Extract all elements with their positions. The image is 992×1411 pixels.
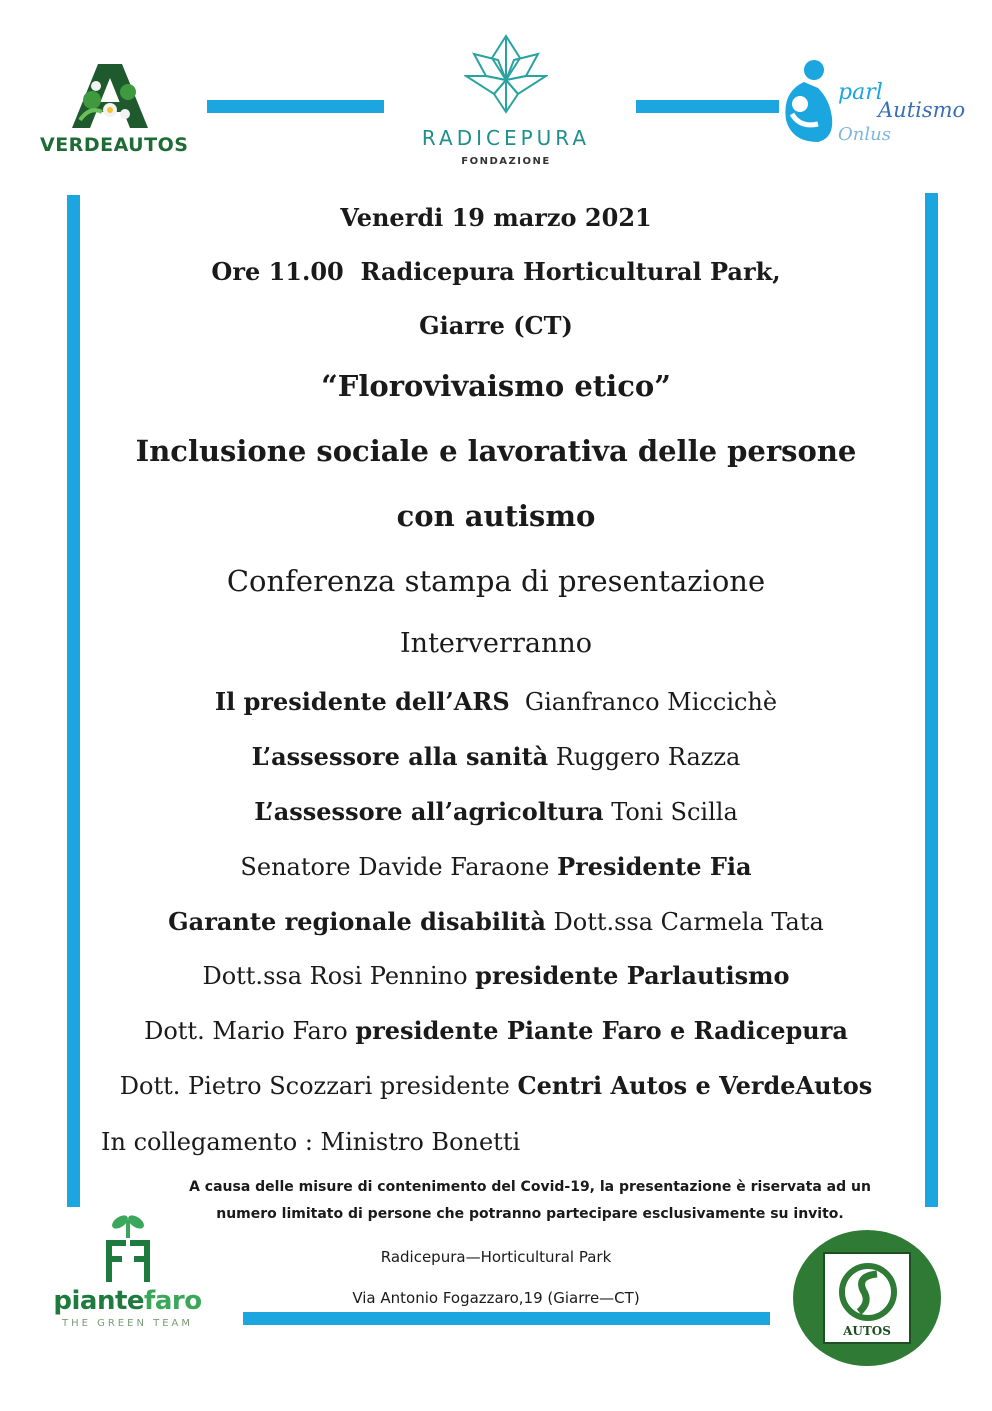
venue-name: Radicepura—Horticultural Park (380, 1248, 612, 1266)
speaker-line: Garante regionale disabilità Dott.ssa Carmela Tata (168, 907, 824, 936)
covid-notice-line-1: A causa delle misure di contenimento del Covid-19, la presentazione è riservata ad un (189, 1179, 871, 1195)
top-left-bar (207, 100, 384, 113)
event-time-place: Ore 11.00 Radicepura Horticultural Park, (211, 257, 781, 286)
autos-label: AUTOS (843, 1324, 891, 1338)
speakers-heading: Interverranno (400, 628, 592, 659)
ff-sprout-icon (98, 1212, 158, 1284)
piantefaro-logo (40, 1212, 215, 1347)
piantefaro-label: piantefaro (53, 1286, 202, 1316)
speaker-line: L’assessore alla sanità Ruggero Razza (251, 742, 741, 771)
autos-logo (793, 1230, 941, 1366)
top-right-bar (636, 100, 779, 113)
leafy-letter-a-icon (70, 62, 150, 130)
verdeautos-logo (40, 62, 189, 172)
bottom-bar (243, 1312, 770, 1325)
speaker-line: Dott. Mario Faro presidente Piante Faro e Radicepura (144, 1016, 848, 1045)
parlautismo-logo (778, 58, 978, 158)
parlautismo-word-onlus: Onlus (838, 124, 891, 145)
remote-connection: In collegamento : Ministro Bonetti (101, 1128, 521, 1156)
event-title: “Florovivaismo etico” (321, 369, 671, 403)
event-city: Giarre (CT) (419, 311, 573, 340)
speaker-line: L’assessore all’agricoltura Toni Scilla (254, 797, 738, 826)
parlautismo-word-autismo: Autismo (878, 98, 966, 122)
event-kind: Conferenza stampa di presentazione (226, 564, 766, 598)
piantefaro-tagline: THE GREEN TEAM (61, 1318, 193, 1329)
mother-child-icon (778, 58, 840, 146)
speaker-line: Dott. Pietro Scozzari presidente Centri Autos e VerdeAutos (119, 1071, 873, 1100)
radicepura-sublabel: FONDAZIONE (461, 156, 551, 167)
lotus-outline-icon (464, 32, 548, 116)
autos-badge (823, 1252, 911, 1344)
covid-notice-line-2: numero limitato di persone che potranno partecipare esclusivamente su invito. (216, 1206, 844, 1222)
speaker-line: Senatore Davide Faraone Presidente Fia (240, 852, 752, 881)
radicepura-logo (398, 32, 614, 188)
venue-street: Via Antonio Fogazzaro,19 (Giarre—CT) (352, 1289, 640, 1307)
parlautismo-word-parl: parl (838, 80, 883, 105)
speaker-line: Il presidente dell’ARS Gianfranco Miccichè (214, 687, 778, 716)
event-subtitle-1: Inclusione sociale e lavorativa delle persone (135, 434, 857, 468)
verdeautos-label: VERDEAUTOS (40, 134, 189, 156)
autos-monogram-icon (833, 1258, 903, 1326)
radicepura-label: RADICEPURA (421, 126, 591, 150)
speaker-line: Dott.ssa Rosi Pennino presidente Parlautismo (202, 961, 790, 990)
event-date: Venerdi 19 marzo 2021 (340, 203, 652, 232)
event-subtitle-2: con autismo (396, 499, 596, 533)
